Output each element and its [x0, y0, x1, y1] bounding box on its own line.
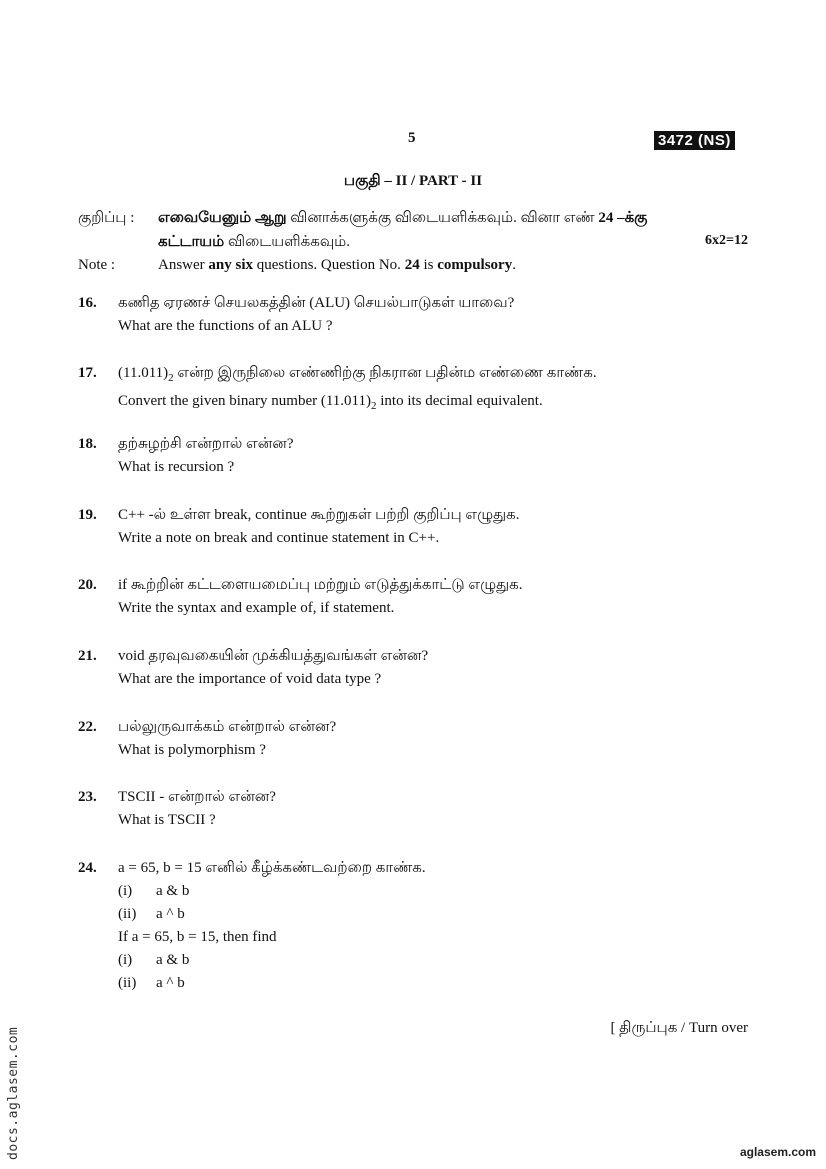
tamil-note-bold: எவையேனும் ஆறு	[158, 210, 287, 226]
turn-over-note: [ திருப்புக / Turn over	[610, 1020, 748, 1036]
question-text: Convert the given binary number (11.011)	[118, 393, 371, 409]
question-tamil: a = 65, b = 15 எனில் கீழ்க்கண்டவற்றை காண்க.	[118, 860, 426, 876]
note-part: .	[512, 257, 516, 273]
question-18	[78, 433, 748, 479]
page-number: 5	[408, 130, 416, 146]
sub-label: (ii)	[118, 975, 137, 991]
question-english: What is polymorphism ?	[118, 742, 266, 758]
question-tamil: தற்சுழற்சி என்றால் என்ன?	[118, 436, 294, 452]
question-english: Write a note on break and continue statement in C++.	[118, 530, 440, 546]
sub-expr: a ^ b	[156, 975, 185, 991]
question-17	[78, 362, 748, 418]
question-tamil: void தரவுவகையின் முக்கியத்துவங்கள் என்ன?	[118, 648, 429, 664]
sub-label: (i)	[118, 883, 133, 899]
sub-label: (ii)	[118, 906, 137, 922]
question-19	[78, 504, 748, 550]
paper-code-badge: 3472 (NS)	[654, 131, 735, 150]
sub-expr: a & b	[156, 952, 190, 968]
question-number: 18.	[78, 436, 97, 452]
question-number: 24.	[78, 860, 97, 876]
bottom-watermark: aglasem.com	[739, 1145, 816, 1159]
english-note-label: Note :	[78, 257, 116, 273]
question-number: 21.	[78, 648, 97, 664]
question-tamil: TSCII - என்றால் என்ன?	[118, 789, 276, 805]
question-english: If a = 65, b = 15, then find	[118, 929, 277, 945]
question-22	[78, 716, 748, 762]
question-number: 22.	[78, 719, 97, 735]
question-tamil	[118, 362, 748, 390]
question-24	[78, 857, 748, 995]
part-title: பகுதி – II / PART - II	[343, 173, 483, 189]
tamil-note-line2	[158, 233, 350, 252]
note-part: questions. Question No.	[253, 257, 405, 273]
question-number: 23.	[78, 789, 97, 805]
question-number: 17.	[78, 365, 97, 381]
question-16	[78, 292, 748, 338]
question-number: 19.	[78, 507, 97, 523]
question-text: என்ற இருநிலை எண்ணிற்கு நிகரான பதின்ம எண்ணை காண்க.	[173, 365, 597, 381]
sub-question	[118, 972, 748, 995]
english-note-text	[158, 257, 516, 274]
question-english: What is recursion ?	[118, 459, 235, 475]
sub-expr: a & b	[156, 883, 190, 899]
base-subscript: 2	[168, 372, 174, 384]
question-tamil: if கூற்றின் கட்டளையமைப்பு மற்றும் எடுத்துக்காட்டு எழுதுக.	[118, 577, 523, 593]
side-watermark: docs.aglasem.com	[6, 1026, 21, 1160]
note-part: Answer	[158, 257, 209, 273]
sub-question	[118, 903, 748, 926]
question-english: What is TSCII ?	[118, 812, 216, 828]
sub-expr: a ^ b	[156, 906, 185, 922]
question-english: What are the importance of void data type ?	[118, 671, 382, 687]
question-tamil: பல்லுருவாக்கம் என்றால் என்ன?	[118, 719, 337, 735]
base-subscript: 2	[371, 400, 377, 412]
note-part: is	[419, 257, 438, 273]
sub-question	[118, 880, 748, 903]
question-20	[78, 574, 748, 620]
note-bold: compulsory	[437, 257, 513, 273]
question-number: 20.	[78, 577, 97, 593]
question-english: What are the functions of an ALU ?	[118, 318, 333, 334]
question-text: into its decimal equivalent.	[376, 393, 543, 409]
binary-number: (11.011)	[118, 365, 169, 381]
question-english: Write the syntax and example of, if statement.	[118, 600, 395, 616]
tamil-note-text: வினாக்களுக்கு விடையளிக்கவும். வினா எண்	[286, 210, 599, 226]
note-bold: any six	[208, 257, 254, 273]
note-bold: 24	[404, 257, 420, 273]
tamil-note-suffix: –க்கு	[613, 210, 648, 226]
marks-allocation: 6x2=12	[705, 233, 748, 248]
question-english	[118, 390, 748, 418]
question-21	[78, 645, 748, 691]
tamil-note-compulsory: கட்டாயம்	[158, 234, 225, 250]
tamil-note-text2: விடையளிக்கவும்.	[224, 234, 351, 250]
question-tamil: C++ -ல் உள்ள break, continue கூற்றுகள் பற்றி குறிப்பு எழுதுக.	[118, 507, 520, 523]
question-23	[78, 786, 748, 832]
tamil-note-label: குறிப்பு :	[78, 210, 135, 226]
tamil-note-qnum: 24	[598, 210, 614, 226]
tamil-note-line1	[158, 209, 647, 228]
sub-question	[118, 949, 748, 972]
sub-label: (i)	[118, 952, 133, 968]
question-number: 16.	[78, 295, 97, 311]
question-tamil: கணித ஏரணச் செயலகத்தின் (ALU) செயல்பாடுகள் யாவை?	[118, 295, 515, 311]
